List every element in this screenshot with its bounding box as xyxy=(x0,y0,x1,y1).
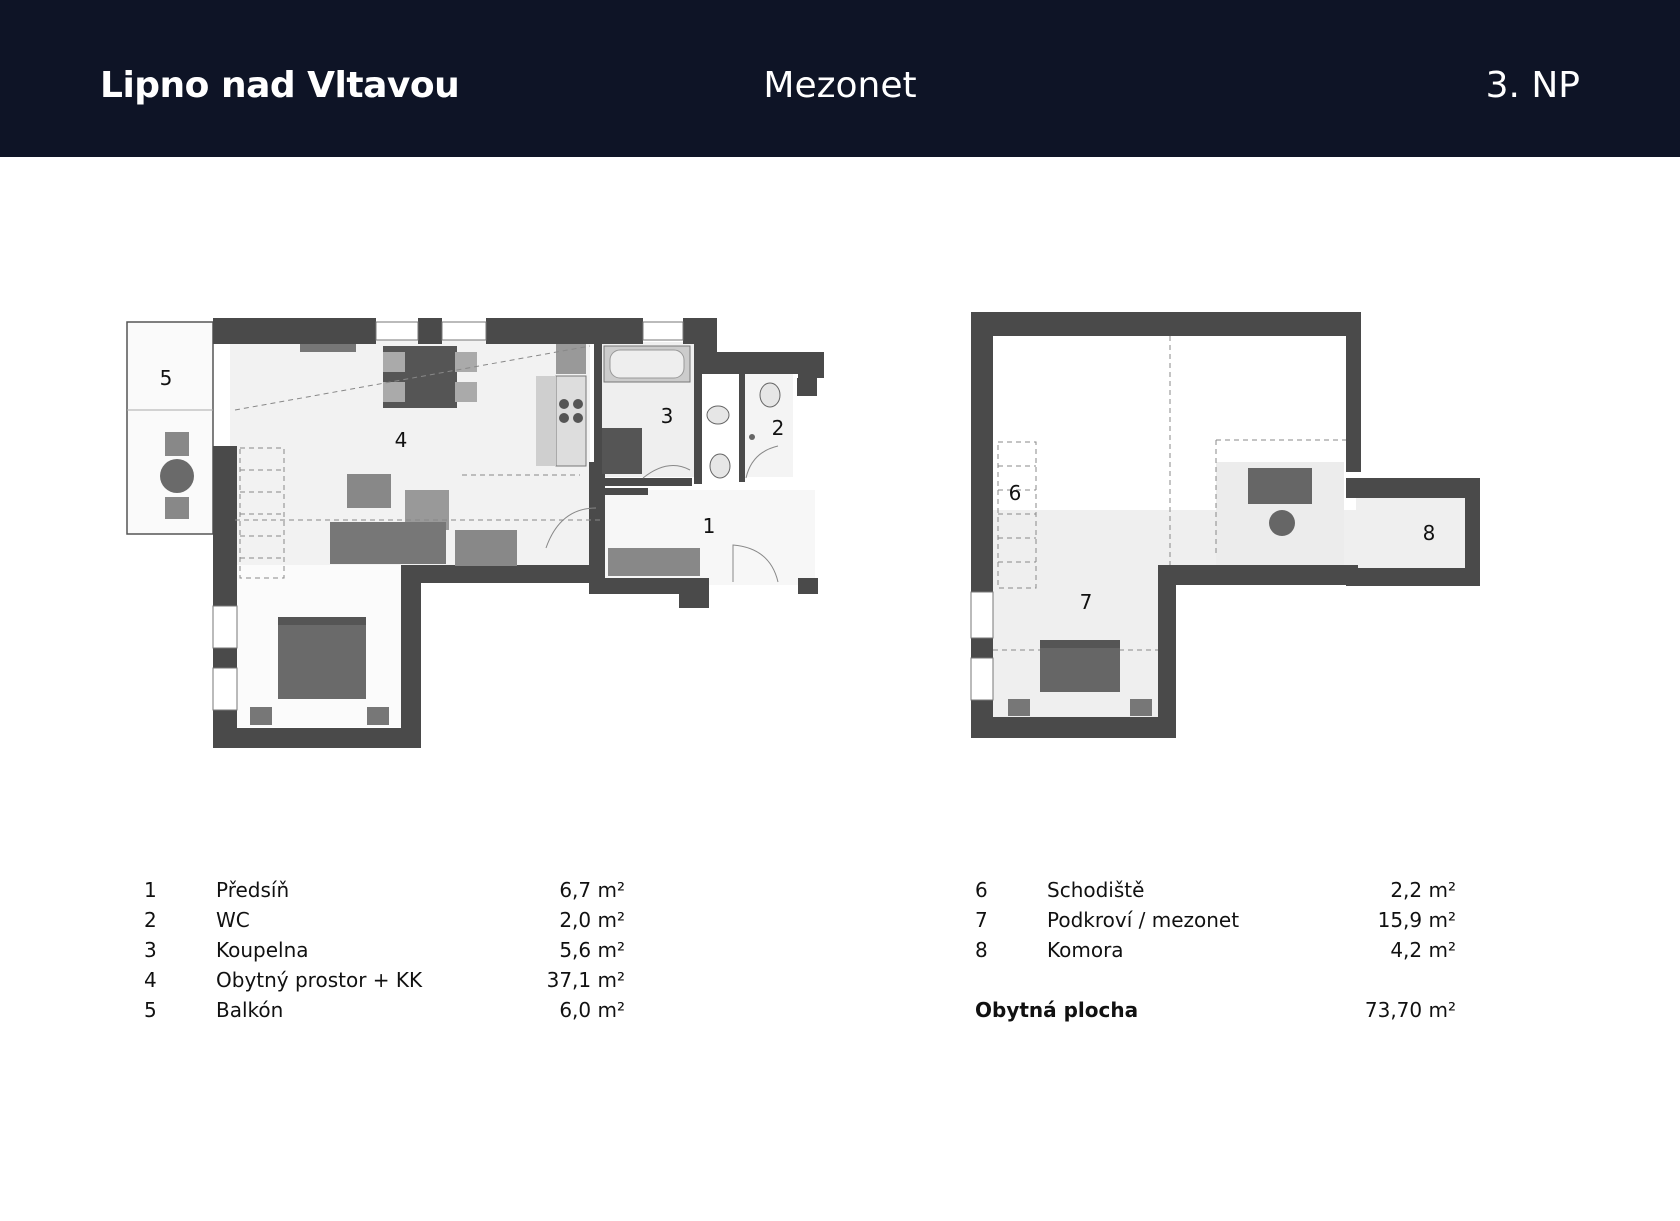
table-row xyxy=(144,935,625,965)
room-number: 1 xyxy=(144,878,157,902)
page-header xyxy=(0,0,1680,157)
room-label-4: 4 xyxy=(394,428,408,452)
room-number: 7 xyxy=(975,908,988,932)
balcony-table xyxy=(160,459,194,493)
room-table-main-floor xyxy=(144,875,625,1025)
chair xyxy=(1269,510,1295,536)
floor-label: 3. NP xyxy=(1485,65,1580,106)
room-name: Schodiště xyxy=(1047,878,1145,902)
room-number: 5 xyxy=(144,998,157,1022)
floor-plans xyxy=(0,157,1680,797)
sofa xyxy=(330,522,446,564)
room-name: Podkroví / mezonet xyxy=(1047,908,1240,932)
coffee-table xyxy=(347,474,391,508)
room-name: Komora xyxy=(1047,938,1124,962)
location-title: Lipno nad Vltavou xyxy=(100,65,460,106)
room-name: Obytný prostor + KK xyxy=(216,968,423,992)
room-label-3: 3 xyxy=(660,404,674,428)
table-row xyxy=(144,965,625,995)
room-label-8: 8 xyxy=(1422,521,1436,545)
room-label-1: 1 xyxy=(702,514,716,538)
room-label-7: 7 xyxy=(1079,590,1093,614)
table-row xyxy=(144,875,625,905)
room-table-loft xyxy=(975,875,1456,1025)
room-area: 6,0 m² xyxy=(559,998,625,1022)
room-label-2: 2 xyxy=(771,416,785,440)
room-area: 2,0 m² xyxy=(559,908,625,932)
room-area: 15,9 m² xyxy=(1377,908,1456,932)
total-area: 73,70 m² xyxy=(1364,998,1456,1022)
toilet xyxy=(760,383,780,407)
total-living-area-row xyxy=(975,995,1456,1025)
room-number: 2 xyxy=(144,908,157,932)
table-row xyxy=(144,995,625,1025)
total-label: Obytná plocha xyxy=(975,998,1139,1022)
room-number: 3 xyxy=(144,938,157,962)
floor-plan-drawing xyxy=(0,157,1680,797)
unit-type-title: Mezonet xyxy=(763,65,917,106)
room-number: 8 xyxy=(975,938,988,962)
room-name: Balkón xyxy=(216,998,284,1022)
room-area: 2,2 m² xyxy=(1390,878,1456,902)
room-area: 6,7 m² xyxy=(559,878,625,902)
balcony-chair xyxy=(165,432,189,456)
plan-loft xyxy=(971,312,1480,738)
room-name: WC xyxy=(216,908,250,932)
balcony-chair xyxy=(165,497,189,519)
room-label-5: 5 xyxy=(159,366,173,390)
table-row xyxy=(975,935,1456,965)
room-area: 37,1 m² xyxy=(546,968,625,992)
bed xyxy=(278,617,366,699)
table-row xyxy=(975,875,1456,905)
room-number: 6 xyxy=(975,878,988,902)
desk xyxy=(1248,468,1312,504)
room-name: Předsíň xyxy=(216,878,290,902)
shower xyxy=(602,428,642,474)
room-area: 5,6 m² xyxy=(559,938,625,962)
room-name: Koupelna xyxy=(216,938,309,962)
room-label-6: 6 xyxy=(1008,481,1022,505)
table-row xyxy=(975,905,1456,935)
plan-main-floor xyxy=(127,318,824,748)
room-number: 4 xyxy=(144,968,157,992)
room-area: 4,2 m² xyxy=(1390,938,1456,962)
hallway-bench xyxy=(608,548,700,576)
table-row xyxy=(144,905,625,935)
